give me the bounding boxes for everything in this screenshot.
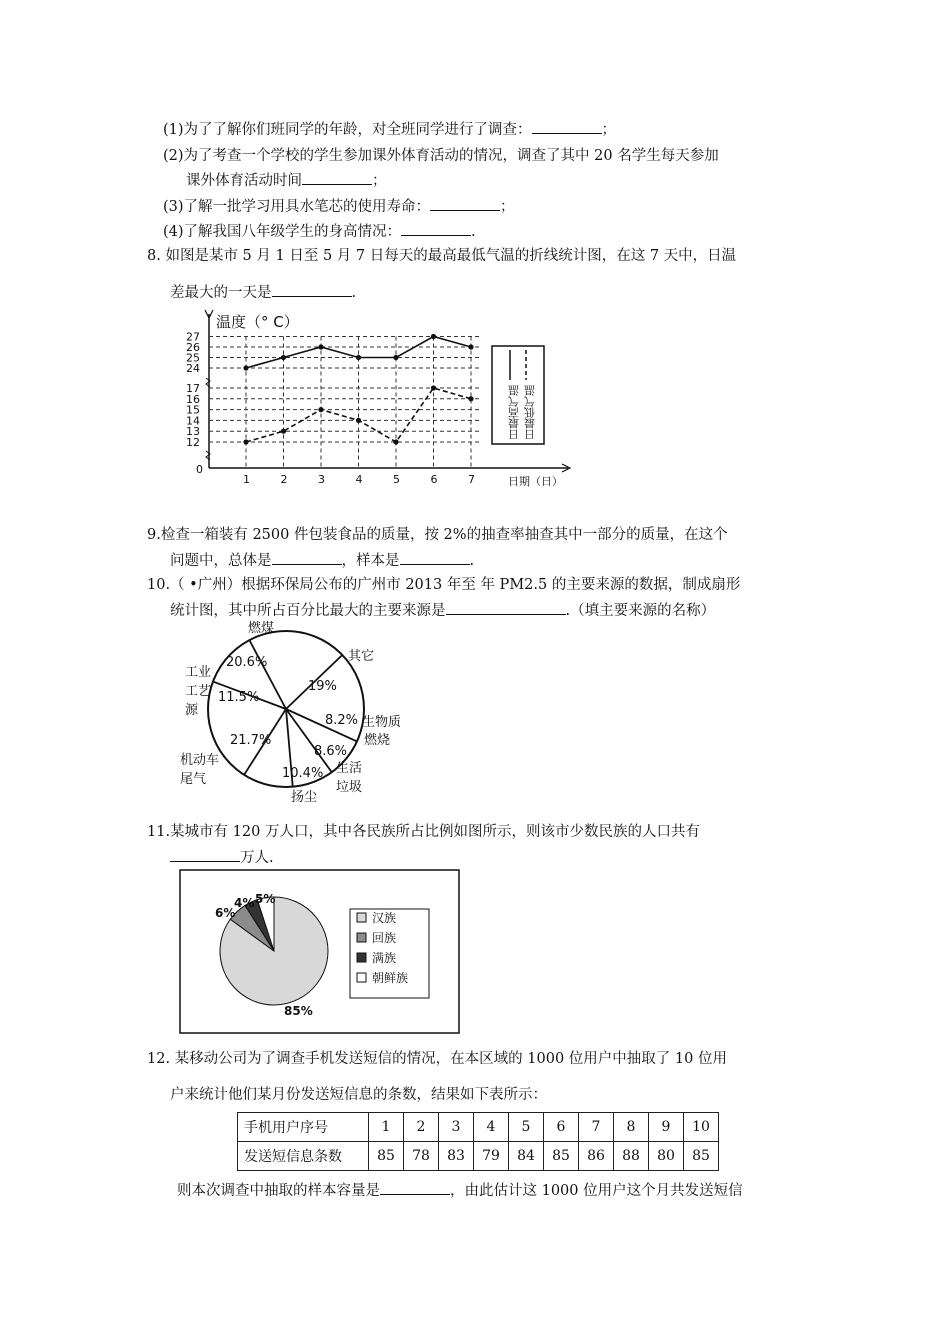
q7-item-2: (2)为了考查一个学校的学生参加课外体育活动的情况，调查了其中 20 名学生每天参加 [163, 148, 719, 164]
y-tick-label: 26 [186, 341, 200, 354]
x-tick-label: 2 [280, 473, 288, 486]
table-cell: 3 [439, 1113, 474, 1142]
eth-pct-hui: 6% [215, 906, 236, 920]
q7-item-2-cont: 课外体育活动时间 ； [186, 170, 387, 191]
answer-blank[interactable] [302, 170, 372, 185]
pie-pct-dust: 10.4% [282, 766, 324, 781]
data-point-high [243, 365, 248, 370]
table-cell: 7 [579, 1113, 614, 1142]
table-cell: 88 [614, 1142, 649, 1171]
x-tick-label: 6 [430, 473, 438, 486]
x-axis-label: 日期（日） [508, 475, 563, 488]
table-row [238, 1142, 719, 1171]
pie-label-life-2: 垃圾 [336, 780, 363, 795]
q12-line-2: 户来统计他们某月份发送短信息的条数，结果如下表所示： [170, 1087, 547, 1103]
q7-item-3: (3)了解一批学习用具水笔芯的使用寿命： ； [163, 196, 515, 217]
legend-label: 朝鲜族 [372, 971, 409, 985]
pie-label-bio-1: 生物质 [362, 715, 402, 730]
y-tick-label: 15 [186, 403, 200, 417]
data-point-high [281, 355, 286, 360]
y-tick-label: 17 [186, 382, 200, 395]
table-cell: 85 [544, 1142, 579, 1171]
sms-count-table [237, 1112, 719, 1171]
pie-label-car-2: 尾气 [180, 772, 207, 787]
table-cell: 80 [649, 1142, 684, 1171]
table-cell: 78 [404, 1142, 439, 1171]
table-cell: 86 [579, 1142, 614, 1171]
y-tick-label: 25 [186, 351, 200, 365]
eth-pct-han: 85% [284, 1004, 313, 1018]
answer-blank[interactable] [446, 600, 566, 615]
ethnicity-pie-chart [179, 869, 461, 1035]
table-cell: 85 [369, 1142, 404, 1171]
answer-blank[interactable] [272, 282, 352, 297]
legend-label: 回族 [372, 931, 397, 945]
header-sms-count: 发送短信息条数 [238, 1142, 369, 1171]
y-tick-label: 24 [186, 362, 200, 375]
pie-label-life-1: 生活 [336, 761, 363, 776]
y-tick-label: 14 [186, 414, 200, 428]
data-point-high [393, 355, 398, 360]
pm25-pie-chart [178, 620, 408, 810]
table-cell: 1 [369, 1113, 404, 1142]
temperature-line-chart [180, 308, 580, 493]
answer-blank[interactable] [170, 847, 240, 862]
pie-pct-bio: 8.2% [325, 713, 359, 728]
answer-blank[interactable] [401, 221, 471, 236]
y-tick-label: 27 [186, 330, 200, 344]
x-tick-label: 3 [318, 473, 325, 486]
table-cell: 8 [614, 1113, 649, 1142]
q12-line-1: 12. 某移动公司为了调查手机发送短信的情况，在本区域的 1000 位用户中抽取了 10 位用 [147, 1051, 727, 1067]
answer-blank[interactable] [430, 196, 500, 211]
answer-blank[interactable] [532, 119, 602, 134]
y-tick-label: 12 [186, 436, 200, 449]
data-point-low [356, 418, 361, 423]
pie-label-car-1: 机动车 [180, 753, 220, 768]
q8-line-1: 8. 如图是某市 5 月 1 日至 5 月 7 日每天的最高最低气温的折线统计图，在这 7 天中，日温 [147, 248, 737, 264]
data-point-low [243, 439, 248, 444]
data-point-high [468, 344, 473, 349]
header-user-id: 手机用户序号 [238, 1113, 369, 1142]
data-point-low [393, 439, 398, 444]
legend-swatch [357, 953, 366, 962]
pie-label-other: 其它 [348, 649, 375, 664]
data-point-high [318, 344, 323, 349]
q7-item-4: (4)了解我国八年级学生的身高情况： . [163, 221, 476, 242]
origin-label: 0 [196, 463, 203, 476]
table-row [238, 1113, 719, 1142]
pie-label-ind-2: 工艺 [185, 684, 212, 699]
q9-line-2: 问题中，总体是 ，样本是 . [170, 550, 474, 571]
data-point-low [431, 385, 436, 390]
pie-label-bio-2: 燃烧 [364, 733, 391, 748]
q11-line-2: 万人. [170, 847, 274, 868]
table-cell: 4 [474, 1113, 509, 1142]
legend-swatch [357, 933, 366, 942]
data-point-low [281, 429, 286, 434]
pie-label-ind-3: 源 [185, 703, 199, 718]
table-cell: 85 [684, 1142, 719, 1171]
x-tick-label: 5 [393, 473, 400, 486]
pie-pct-life: 8.6% [314, 744, 348, 759]
legend-label: 满族 [372, 951, 397, 965]
y-axis-label: 温度（° C） [216, 313, 299, 331]
eth-pct-chao: 5% [255, 892, 276, 906]
legend-low-label: 日最低气温 [523, 385, 537, 440]
table-cell: 83 [439, 1142, 474, 1171]
table-cell: 5 [509, 1113, 544, 1142]
answer-blank[interactable] [400, 550, 470, 565]
data-point-low [318, 407, 323, 412]
x-tick-label: 7 [468, 473, 475, 486]
q10-line-2: 统计图，其中所占百分比最大的主要来源是 .（填主要来源的名称） [170, 600, 715, 621]
y-tick-label: 16 [186, 392, 200, 406]
pie-pct-coal: 20.6% [226, 655, 268, 670]
q10-line-1: 10.（ •广州）根据环保局公布的广州市 2013 年至 年 PM2.5 的主要来源的数据，制成扇形 [147, 577, 741, 593]
x-tick-label: 4 [355, 473, 363, 486]
q8-line-2: 差最大的一天是 . [170, 282, 356, 303]
legend-high-label: 日最高气温 [507, 385, 521, 440]
q9-line-1: 9.检查一箱装有 2500 件包装食品的质量，按 2%的抽查率抽查其中一部分的质量，在这个 [147, 527, 728, 543]
q11-line-1: 11.某城市有 120 万人口，其中各民族所占比例如图所示，则该市少数民族的人口共有 [147, 824, 700, 840]
data-point-low [468, 396, 473, 401]
data-point-high [356, 355, 361, 360]
pie-pct-ind: 11.5% [218, 690, 260, 705]
q7-item-1: (1)为了了解你们班同学的年龄，对全班同学进行了调查： ； [163, 119, 616, 140]
table-cell: 84 [509, 1142, 544, 1171]
legend-swatch [357, 973, 366, 982]
legend-swatch [357, 913, 366, 922]
data-point-high [431, 334, 436, 339]
pie-pct-other: 19% [308, 679, 337, 694]
answer-blank[interactable] [380, 1180, 450, 1195]
answer-blank[interactable] [272, 550, 342, 565]
pie-label-coal: 燃煤 [248, 621, 275, 636]
y-tick-label: 13 [186, 425, 200, 439]
table-cell: 6 [544, 1113, 579, 1142]
pie-label-dust: 扬尘 [291, 790, 318, 805]
pie-pct-car: 21.7% [230, 733, 272, 748]
table-cell: 2 [404, 1113, 439, 1142]
table-cell: 9 [649, 1113, 684, 1142]
pie-label-ind-1: 工业 [185, 665, 212, 680]
x-tick-label: 1 [243, 473, 250, 486]
legend-label: 汉族 [372, 911, 397, 925]
q12-line-3: 则本次调查中抽取的样本容量是 ，由此估计这 1000 位用户这个月共发送短信 [177, 1180, 743, 1201]
table-cell: 79 [474, 1142, 509, 1171]
table-cell: 10 [684, 1113, 719, 1142]
eth-pct-man: 4% [234, 896, 255, 910]
